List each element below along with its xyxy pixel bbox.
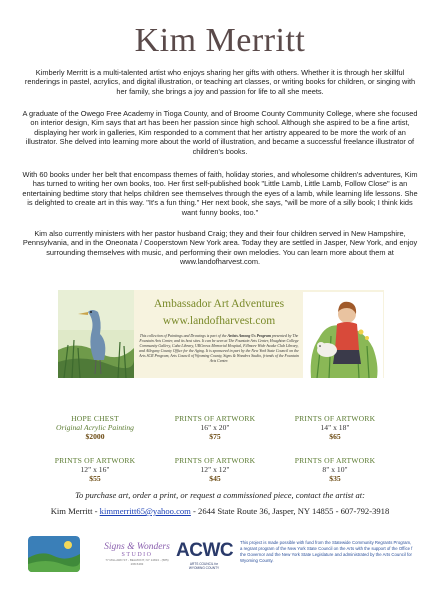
artwork-print-14x18 <box>280 414 390 441</box>
artwork-heading: PRINTS OF ARTWORK <box>174 456 256 465</box>
artwork-print-16x20 <box>160 414 270 441</box>
contact-line <box>0 506 440 516</box>
contact-separator: - <box>92 506 100 516</box>
artwork-size: 12" x 16" <box>80 465 110 474</box>
artwork-price: $65 <box>329 432 341 441</box>
page-title: Kim Merritt <box>134 22 306 59</box>
signs-wonders-studio-logo <box>102 542 172 566</box>
artwork-price: $35 <box>329 474 341 483</box>
artwork-price: $55 <box>89 474 101 483</box>
contact-address-phone: - 2644 State Route 36, Jasper, NY 14855 - 607-792-3918 <box>190 506 390 516</box>
artwork-size: 16" x 20" <box>200 423 230 432</box>
contact-name: Kim Merritt <box>50 506 93 516</box>
bio-paragraph-2: A graduate of the Owego Free Academy in Tioga County, and of Broome County Community College, where she focused on interior design, Kim says that art has been her passion since high school. Although she aspired to be a fine artist, displaying her work in galleries, Kim responded to a comment that her artistry appeared to be more the work of an illustrator. She delved into learning more about the world of illustration, and became a successful freelance illustrator of children's books. <box>22 109 418 156</box>
bio-paragraph-4: Kim also currently ministers with her pastor husband Craig; they and their four children served in New Hampshire, Pennsylvania, and in the Oneonata / Cooperstown New York area. Today they are settled in Jasper, New York, and enjoy surrounding themselves with music, and performing their own melodies. You can learn more about them at www.landofharvest.com. <box>22 229 418 267</box>
note-intro: This collection of Paintings and Drawings is part of the <box>139 334 228 338</box>
artwork-hope-chest <box>40 414 150 441</box>
acwc-sub2: WYOMING COUNTY <box>188 566 220 570</box>
heron-painting-image <box>58 290 134 378</box>
artwork-size: 14" x 18" <box>320 423 350 432</box>
bio-paragraph-1: Kimberly Merritt is a multi-talented artist who enjoys sharing her gifts with others. Whether it is through her skillful renderings in pastel, acrylics, and digital illustration, or teaching art classes, or writing books for children, or singing with her family, she brings a joy and passion for life to all she meets. <box>24 68 416 96</box>
bio-paragraph-3: With 60 books under her belt that encompass themes of faith, holiday stories, and wholesome children's adventures, Kim has turned to writing her own books, too. Her first self-published book "Little Lamb, Little Lamb, Follow Close" is an entertaining bedtime story that helps children see themselves through the eyes of a lamb, while learning life lessons. She is delighted to create art in this way. "It's a fun thing." Her next book, she says, "will be more of a silly book; I think kids want funny books, too." <box>22 170 418 217</box>
artwork-print-8x10 <box>280 456 390 483</box>
artwork-price: $2000 <box>85 432 105 441</box>
acwc-mark: ACWC <box>176 540 234 561</box>
signs-wonders-name: Signs & Wonders <box>104 542 170 552</box>
signs-wonders-address: 77 MILLARD ST - BELMONT, NY 14813 - (585) 268-5493 <box>105 558 169 566</box>
landofharvest-logo <box>28 536 80 572</box>
artwork-price: $75 <box>209 432 221 441</box>
girl-with-puppy-painting-image <box>303 292 383 378</box>
artwork-description: Original Acrylic Painting <box>56 423 134 432</box>
artwork-heading: PRINTS OF ARTWORK <box>294 414 376 423</box>
artwork-heading: PRINTS OF ARTWORK <box>174 414 256 423</box>
artwork-heading: PRINTS OF ARTWORK <box>294 456 376 465</box>
artwork-heading: PRINTS OF ARTWORK <box>54 456 136 465</box>
contact-email-link[interactable]: kimmerritt65@yahoo.com <box>99 506 191 516</box>
funding-statement: This project is made possible with fund from the Statewide Community Regrants Program, a regrant program of the New York State Council on the Arts with the support of the Office f the Governor and the New York State Legislature and administrated by the Arts Council for Wyoming County. <box>240 540 413 563</box>
note-program: Artists Among Us Program <box>227 334 271 338</box>
exhibit-title: Ambassador Art Adventures <box>153 298 285 310</box>
artwork-size: 8" x 10" <box>322 465 348 474</box>
artwork-print-12x12 <box>160 456 270 483</box>
artwork-size: 12" x 12" <box>200 465 230 474</box>
acwc-sub1: ARTS COUNCIL for <box>189 562 219 566</box>
artwork-print-12x16 <box>40 456 150 483</box>
acwc-logo <box>176 540 232 570</box>
artwork-heading: HOPE CHEST <box>71 414 119 423</box>
signs-wonders-studio: STUDIO <box>121 552 153 558</box>
note-rest: presented by The Fountain Arts Center, and its host sites. It can be seen at The Fountain Arts Center, Houghton College Community Gallery, Cuba Library, URGrows Memorial Hospital, Fillmore Wide Awake Club Library, and Allegany County Office for the Aging. It is sponsored in part by the New York State Council on the Arts SCR Program, Arts Council of Wyoming County, Signs & Wonders Studio, friends of the Fountain Arts Center. <box>139 334 299 363</box>
exhibit-website-link[interactable]: www.landofharvest.com <box>162 315 276 327</box>
exhibit-sponsorship-note <box>138 334 300 364</box>
artwork-price: $45 <box>209 474 221 483</box>
purchase-instructions: To purchase art, order a print, or request a commissioned piece, contact the artist at: <box>75 490 365 500</box>
